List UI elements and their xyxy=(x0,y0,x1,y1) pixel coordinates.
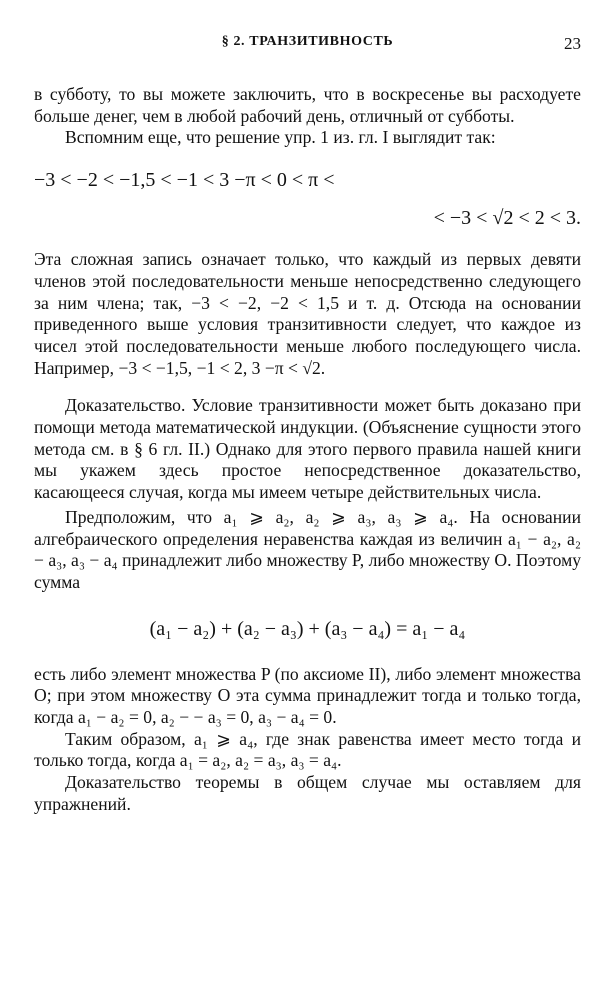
page-body xyxy=(34,84,581,816)
paragraph-assumption: Предположим, что a₁ ⩾ a₂, a₂ ⩾ a₃, a₃ ⩾ a₄. На основании алгебраического определения неравенства каждая из величин a₁ − a₂, a₂ − a₃, a₃ − a₄ принадлежит либо множеству P, либо множеству O. Поэтому сумма xyxy=(34,506,582,592)
paragraph-continued: в субботу, то вы можете заключить, что в воскресенье вы расходуете больше денег, чем в любой рабочий день, отличный от субботы. xyxy=(34,84,581,126)
formula-sequence-line-1: −3 < −2 < −1,5 < −1 < 3 −π < 0 < π < xyxy=(34,169,335,192)
paragraph-recall: Вспомним еще, что решение упр. 1 из. гл. I выглядит так: xyxy=(65,127,496,148)
running-title: § 2. ТРАНЗИТИВНОСТЬ xyxy=(221,34,394,49)
paragraph-general-case: Доказательство теоремы в общем случае мы оставляем для упражнений. xyxy=(34,772,581,814)
paragraph-explanation: Эта сложная запись означает только, что каждый из первых девяти членов этой последовательности меньше непосредственно следующего за ним члена; так, −3 < −2, −2 < 1,5 и т. д. Отсюда на основании приведенного выше условия транзитивности следует, что каждое из чисел этой последовательности меньше любого последующего числа. Например, −3 < −1,5, −1 < 2, 3 −π < √2. xyxy=(34,249,581,378)
formula-sequence-line-2: < −3 < √2 < 2 < 3. xyxy=(433,207,581,230)
paragraph-conclusion: Таким образом, a₁ ⩾ a₄, где знак равенства имеет место тогда и только тогда, когда a₁ = a₂, a₂ = a₃, a₃ = a₄. xyxy=(34,728,581,771)
paragraph-proof: Доказательство. Условие транзитивности может быть доказано при помощи метода математической индукции. (Объяснение сущности этого метода см. в § 6 гл. II.) Однако для этого первого правила нашей книги мы укажем здесь простое непосредственное доказательство, касающееся случая, когда мы имеем четыре действительных числа. xyxy=(34,395,581,503)
formula-sum: (a₁ − a₂) + (a₂ − a₃) + (a₃ − a₄) = a₁ − a₄ xyxy=(149,617,466,640)
paragraph-sum-membership: есть либо элемент множества P (по аксиоме II), либо элемент множества O; при этом множеству O эта сумма принадлежит тогда и только тогда, когда a₁ − a₂ = 0, a₂ − − a₃ = 0, a₃ − a₄ = 0. xyxy=(34,663,581,728)
page-number: 23 xyxy=(564,34,581,53)
